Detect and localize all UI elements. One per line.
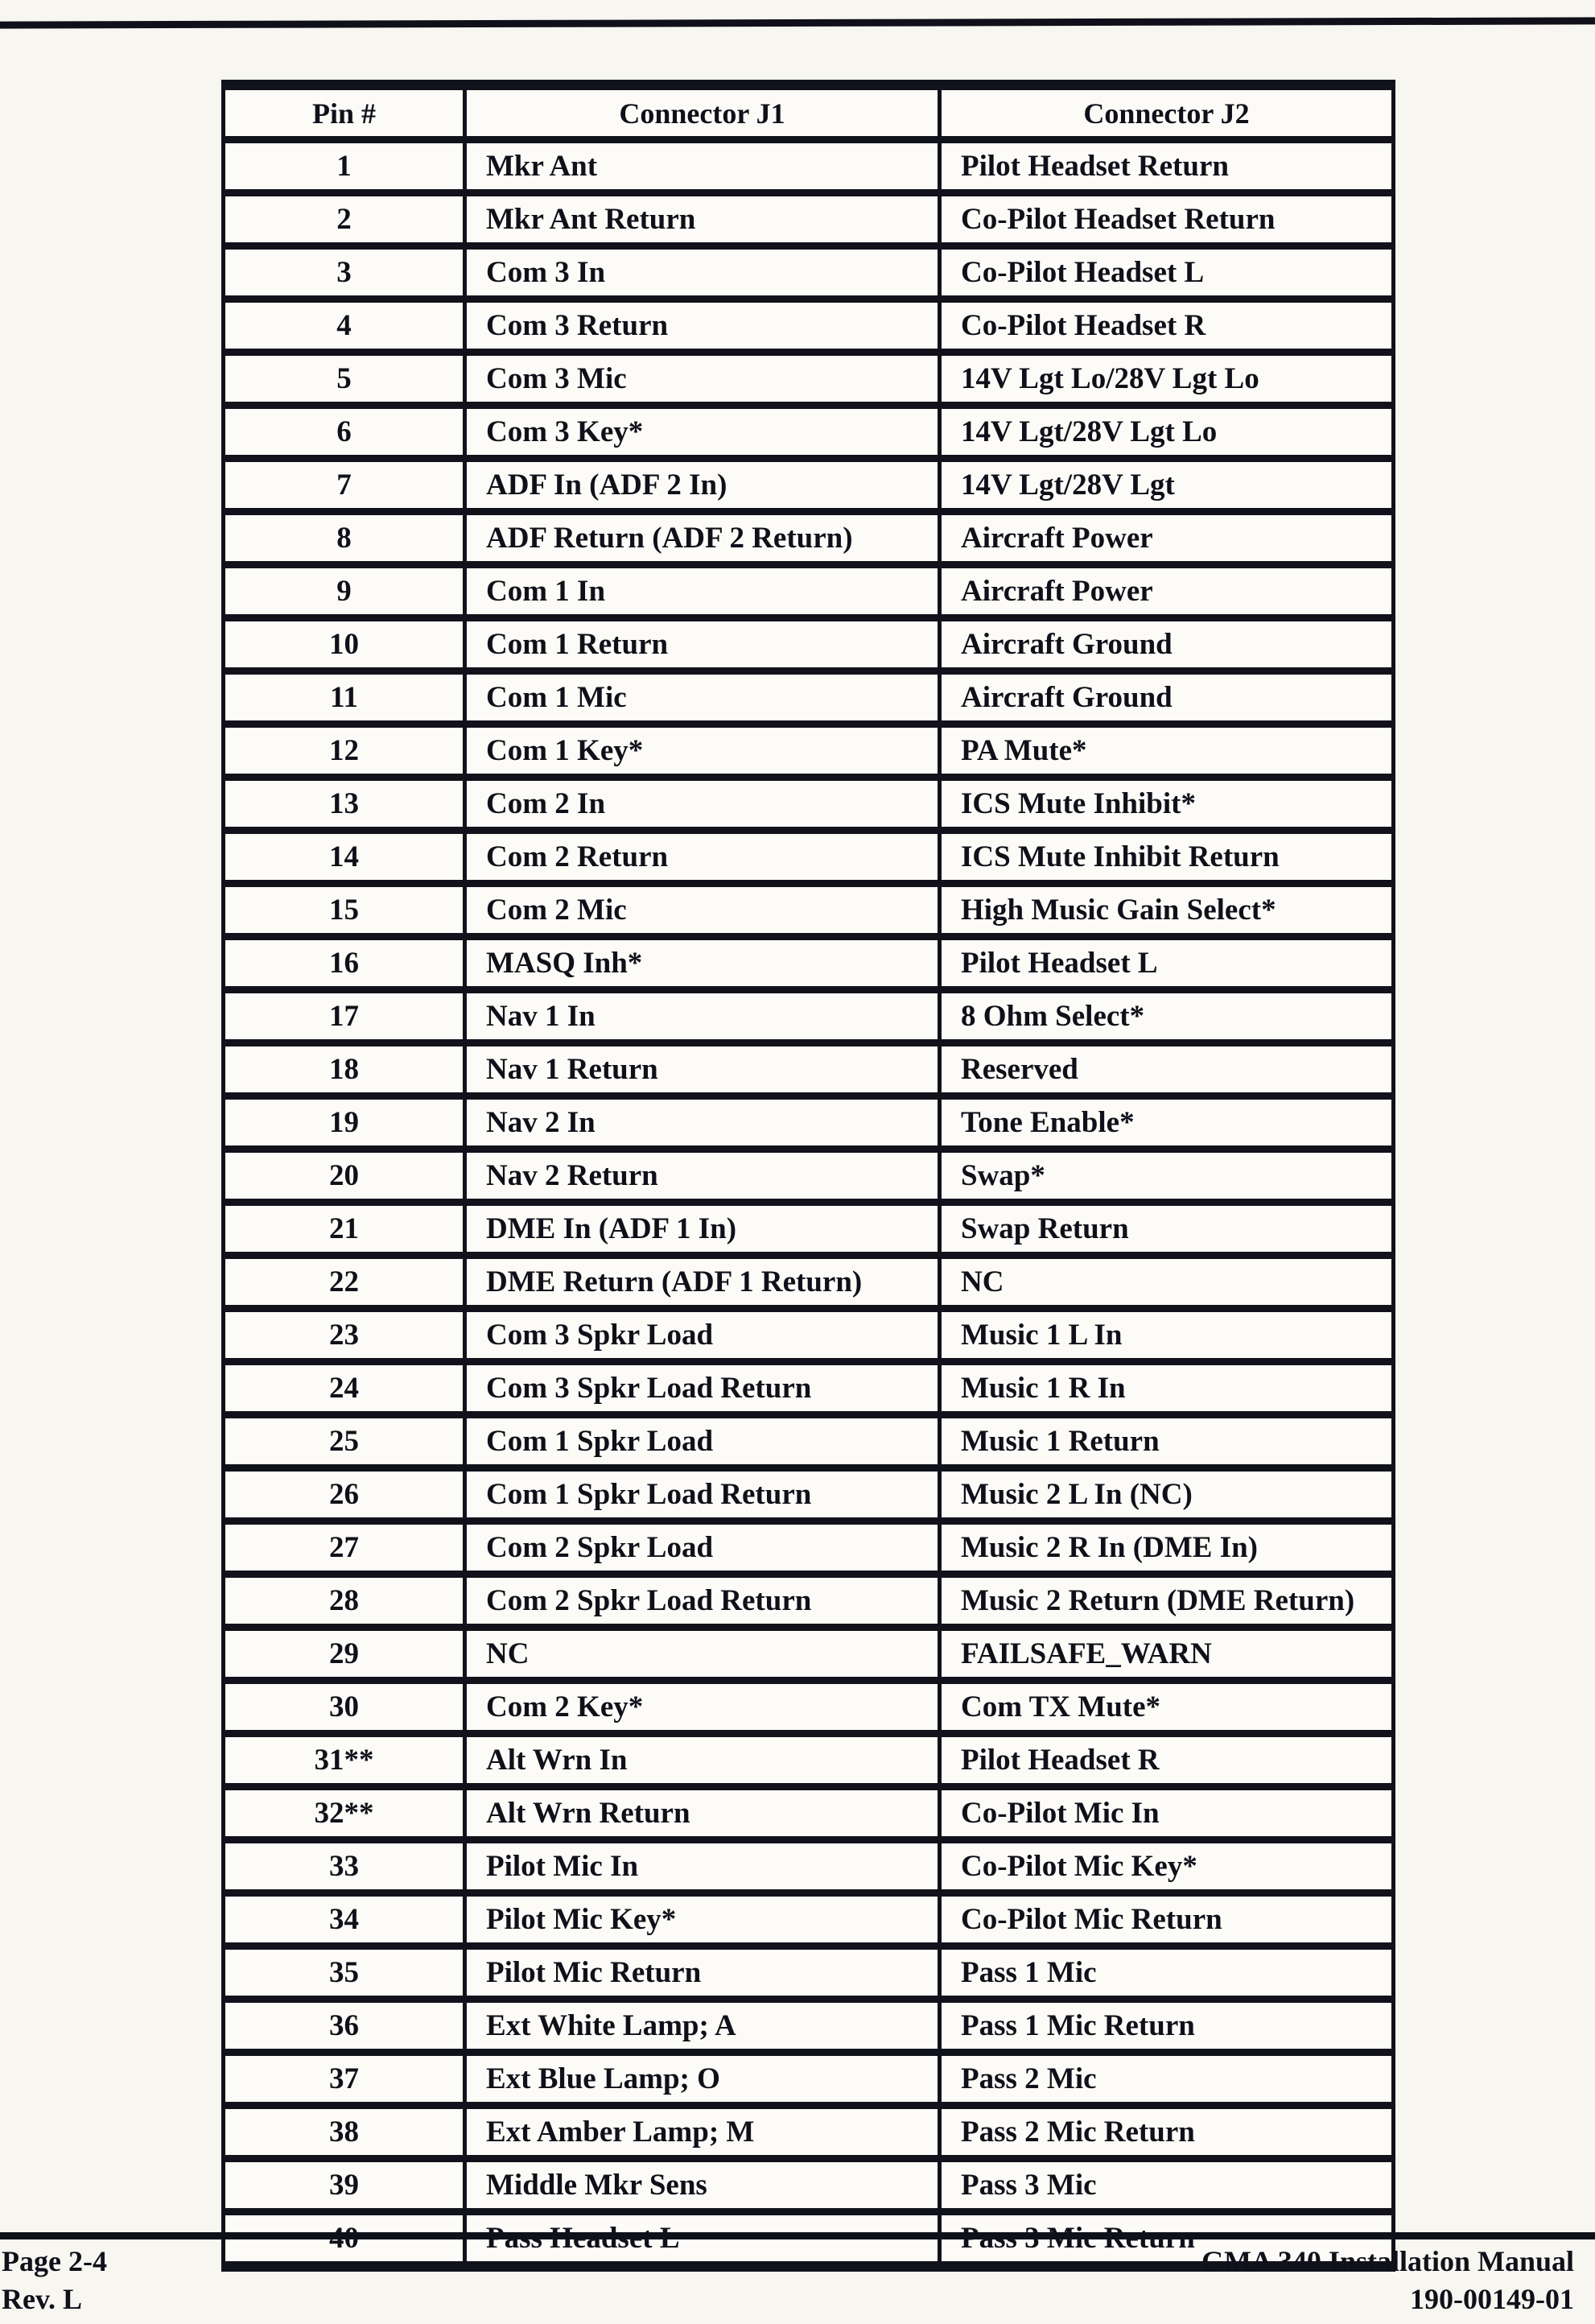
pin-number-cell: 23 [224,1309,465,1362]
connector-j1-cell: Com 1 Spkr Load Return [465,1468,940,1521]
connector-j1-cell: Com 1 In [465,565,940,618]
connector-j2-cell: 14V Lgt/28V Lgt Lo [940,406,1394,459]
pin-number-cell: 16 [224,937,465,990]
table-row [224,831,1394,884]
pin-number-cell: 8 [224,512,465,565]
connector-j2-cell: Pilot Headset R [940,1734,1394,1787]
pin-number-cell: 10 [224,618,465,671]
pin-number-cell: 26 [224,1468,465,1521]
table-row [224,990,1394,1043]
connector-j2-cell: Co-Pilot Headset L [940,246,1394,299]
connector-j2-cell: Co-Pilot Mic Key* [940,1840,1394,1893]
pin-number-cell: 22 [224,1256,465,1309]
connector-j2-cell: Reserved [940,1043,1394,1096]
connector-j1-cell: Ext White Lamp; A [465,2000,940,2053]
pin-number-cell: 4 [224,299,465,353]
table-row [224,1787,1394,1840]
connector-j1-cell: Mkr Ant Return [465,193,940,246]
table-row [224,1096,1394,1150]
table-row [224,671,1394,724]
connector-j2-cell: Music 1 L In [940,1309,1394,1362]
pin-number-cell: 28 [224,1575,465,1628]
connector-j2-cell: 8 Ohm Select* [940,990,1394,1043]
table-body [224,140,1394,2267]
table-row [224,724,1394,778]
connector-j1-cell: Com 1 Mic [465,671,940,724]
pin-number-cell: 19 [224,1096,465,1150]
pin-number-cell: 25 [224,1415,465,1468]
pin-connector-table [221,80,1395,2272]
table-row [224,1150,1394,1203]
pin-number-cell: 37 [224,2053,465,2106]
pin-number-cell: 29 [224,1628,465,1681]
pin-number-cell: 11 [224,671,465,724]
pin-number-cell: 18 [224,1043,465,1096]
connector-j1-cell: Ext Amber Lamp; M [465,2106,940,2159]
table-row [224,353,1394,406]
connector-j1-cell: Nav 1 Return [465,1043,940,1096]
table-row [224,2159,1394,2212]
connector-j1-cell: ADF Return (ADF 2 Return) [465,512,940,565]
table-row [224,1362,1394,1415]
connector-j2-cell: Swap Return [940,1203,1394,1256]
connector-j2-cell: ICS Mute Inhibit* [940,778,1394,831]
connector-j2-cell: Aircraft Power [940,565,1394,618]
pin-number-cell: 17 [224,990,465,1043]
table-row [224,1893,1394,1946]
table-row [224,884,1394,937]
connector-j1-cell: Com 3 Spkr Load [465,1309,940,1362]
connector-j1-cell: DME In (ADF 1 In) [465,1203,940,1256]
table-row [224,618,1394,671]
table-row [224,778,1394,831]
connector-j2-cell: Pass 3 Mic [940,2159,1394,2212]
connector-j2-cell: Co-Pilot Mic In [940,1787,1394,1840]
table-row [224,1521,1394,1575]
table-row [224,1946,1394,2000]
connector-j2-cell: Music 1 Return [940,1415,1394,1468]
pin-number-cell: 12 [224,724,465,778]
table-row [224,1468,1394,1521]
document-number: 190-00149-01 [1410,2283,1574,2315]
manual-title: GMA 340 Installation Manual [1201,2245,1574,2277]
table-row [224,459,1394,512]
pin-number-cell: 27 [224,1521,465,1575]
connector-j1-cell: NC [465,1628,940,1681]
pin-number-cell: 33 [224,1840,465,1893]
table-row [224,1734,1394,1787]
connector-j2-cell: Music 2 R In (DME In) [940,1521,1394,1575]
pin-number-cell: 5 [224,353,465,406]
connector-j2-cell: Pilot Headset L [940,937,1394,990]
header-connector-j2: Connector J2 [940,85,1394,140]
connector-j1-cell: Com 2 Key* [465,1681,940,1734]
pin-number-cell: 34 [224,1893,465,1946]
revision-label: Rev. L [2,2283,83,2315]
connector-j1-cell: Nav 2 In [465,1096,940,1150]
table-row [224,565,1394,618]
pin-number-cell: 13 [224,778,465,831]
pin-number-cell: 1 [224,140,465,193]
pin-number-cell: 3 [224,246,465,299]
connector-j1-cell: Ext Blue Lamp; O [465,2053,940,2106]
pin-number-cell: 15 [224,884,465,937]
connector-j2-cell: Aircraft Power [940,512,1394,565]
connector-j2-cell: Aircraft Ground [940,671,1394,724]
top-horizontal-rule [0,17,1595,28]
connector-j1-cell: Com 2 Return [465,831,940,884]
pin-number-cell: 31** [224,1734,465,1787]
table-row [224,2000,1394,2053]
connector-j2-cell: Pass 2 Mic [940,2053,1394,2106]
connector-j1-cell: Com 3 Mic [465,353,940,406]
connector-j2-cell: Com TX Mute* [940,1681,1394,1734]
table-row [224,193,1394,246]
connector-j1-cell: DME Return (ADF 1 Return) [465,1256,940,1309]
table-row [224,1415,1394,1468]
connector-j1-cell: Pilot Mic Key* [465,1893,940,1946]
connector-j2-cell: High Music Gain Select* [940,884,1394,937]
connector-j1-cell: Com 1 Spkr Load [465,1415,940,1468]
table-row [224,1681,1394,1734]
connector-j1-cell: Com 2 Mic [465,884,940,937]
connector-j2-cell: Tone Enable* [940,1096,1394,1150]
connector-j1-cell: Nav 2 Return [465,1150,940,1203]
connector-j1-cell: Com 2 Spkr Load [465,1521,940,1575]
table-row [224,937,1394,990]
table-row [224,140,1394,193]
pin-number-cell: 14 [224,831,465,884]
connector-j1-cell: Com 3 In [465,246,940,299]
connector-j1-cell: ADF In (ADF 2 In) [465,459,940,512]
footer-left-block [2,2243,107,2318]
connector-j1-cell: Pilot Mic Return [465,1946,940,2000]
pin-number-cell: 2 [224,193,465,246]
connector-j2-cell: Pass 1 Mic Return [940,2000,1394,2053]
table-row [224,2053,1394,2106]
connector-j1-cell: Com 2 Spkr Load Return [465,1575,940,1628]
header-pin-number: Pin # [224,85,465,140]
table-row [224,1575,1394,1628]
table-row [224,512,1394,565]
connector-j1-cell: Com 1 Key* [465,724,940,778]
connector-j2-cell: Co-Pilot Headset R [940,299,1394,353]
table-row [224,246,1394,299]
table-row [224,1840,1394,1893]
connector-j1-cell: Com 2 In [465,778,940,831]
connector-j2-cell: Co-Pilot Mic Return [940,1893,1394,1946]
table-row [224,1256,1394,1309]
pin-number-cell: 21 [224,1203,465,1256]
pin-number-cell: 36 [224,2000,465,2053]
table-header-row [224,85,1394,140]
header-connector-j1: Connector J1 [465,85,940,140]
connector-j2-cell: Music 2 L In (NC) [940,1468,1394,1521]
pin-number-cell: 6 [224,406,465,459]
connector-j2-cell: PA Mute* [940,724,1394,778]
connector-j1-cell: Com 1 Return [465,618,940,671]
connector-j2-cell: ICS Mute Inhibit Return [940,831,1394,884]
connector-j1-cell: Alt Wrn In [465,1734,940,1787]
pin-number-cell: 38 [224,2106,465,2159]
connector-j1-cell: Middle Mkr Sens [465,2159,940,2212]
pin-number-cell: 7 [224,459,465,512]
connector-j1-cell: Com 3 Key* [465,406,940,459]
connector-j2-cell: Music 1 R In [940,1362,1394,1415]
pin-number-cell: 32** [224,1787,465,1840]
connector-j2-cell: Pass 1 Mic [940,1946,1394,2000]
pin-number-cell: 39 [224,2159,465,2212]
connector-j2-cell: 14V Lgt Lo/28V Lgt Lo [940,353,1394,406]
table-row [224,1043,1394,1096]
pin-number-cell: 20 [224,1150,465,1203]
connector-j2-cell: Co-Pilot Headset Return [940,193,1394,246]
table-row [224,406,1394,459]
footer-horizontal-rule [0,2232,1595,2239]
table-row [224,1628,1394,1681]
table-row [224,1309,1394,1362]
connector-j2-cell: 14V Lgt/28V Lgt [940,459,1394,512]
connector-j2-cell: Pass 2 Mic Return [940,2106,1394,2159]
connector-j2-cell: NC [940,1256,1394,1309]
connector-j1-cell: Alt Wrn Return [465,1787,940,1840]
connector-j1-cell: Mkr Ant [465,140,940,193]
connector-j1-cell: Nav 1 In [465,990,940,1043]
pin-number-cell: 35 [224,1946,465,2000]
connector-j1-cell: MASQ Inh* [465,937,940,990]
pin-number-cell: 9 [224,565,465,618]
table-row [224,299,1394,353]
connector-j2-cell: Swap* [940,1150,1394,1203]
page-number-label: Page 2-4 [2,2245,107,2277]
connector-j1-cell: Com 3 Return [465,299,940,353]
connector-j1-cell: Com 3 Spkr Load Return [465,1362,940,1415]
connector-j2-cell: Aircraft Ground [940,618,1394,671]
connector-j2-cell: Music 2 Return (DME Return) [940,1575,1394,1628]
pin-number-cell: 30 [224,1681,465,1734]
connector-j1-cell: Pilot Mic In [465,1840,940,1893]
footer-right-block [1201,2243,1574,2318]
pin-number-cell: 24 [224,1362,465,1415]
connector-j2-cell: FAILSAFE_WARN [940,1628,1394,1681]
table-row [224,1203,1394,1256]
connector-j2-cell: Pilot Headset Return [940,140,1394,193]
table-row [224,2106,1394,2159]
